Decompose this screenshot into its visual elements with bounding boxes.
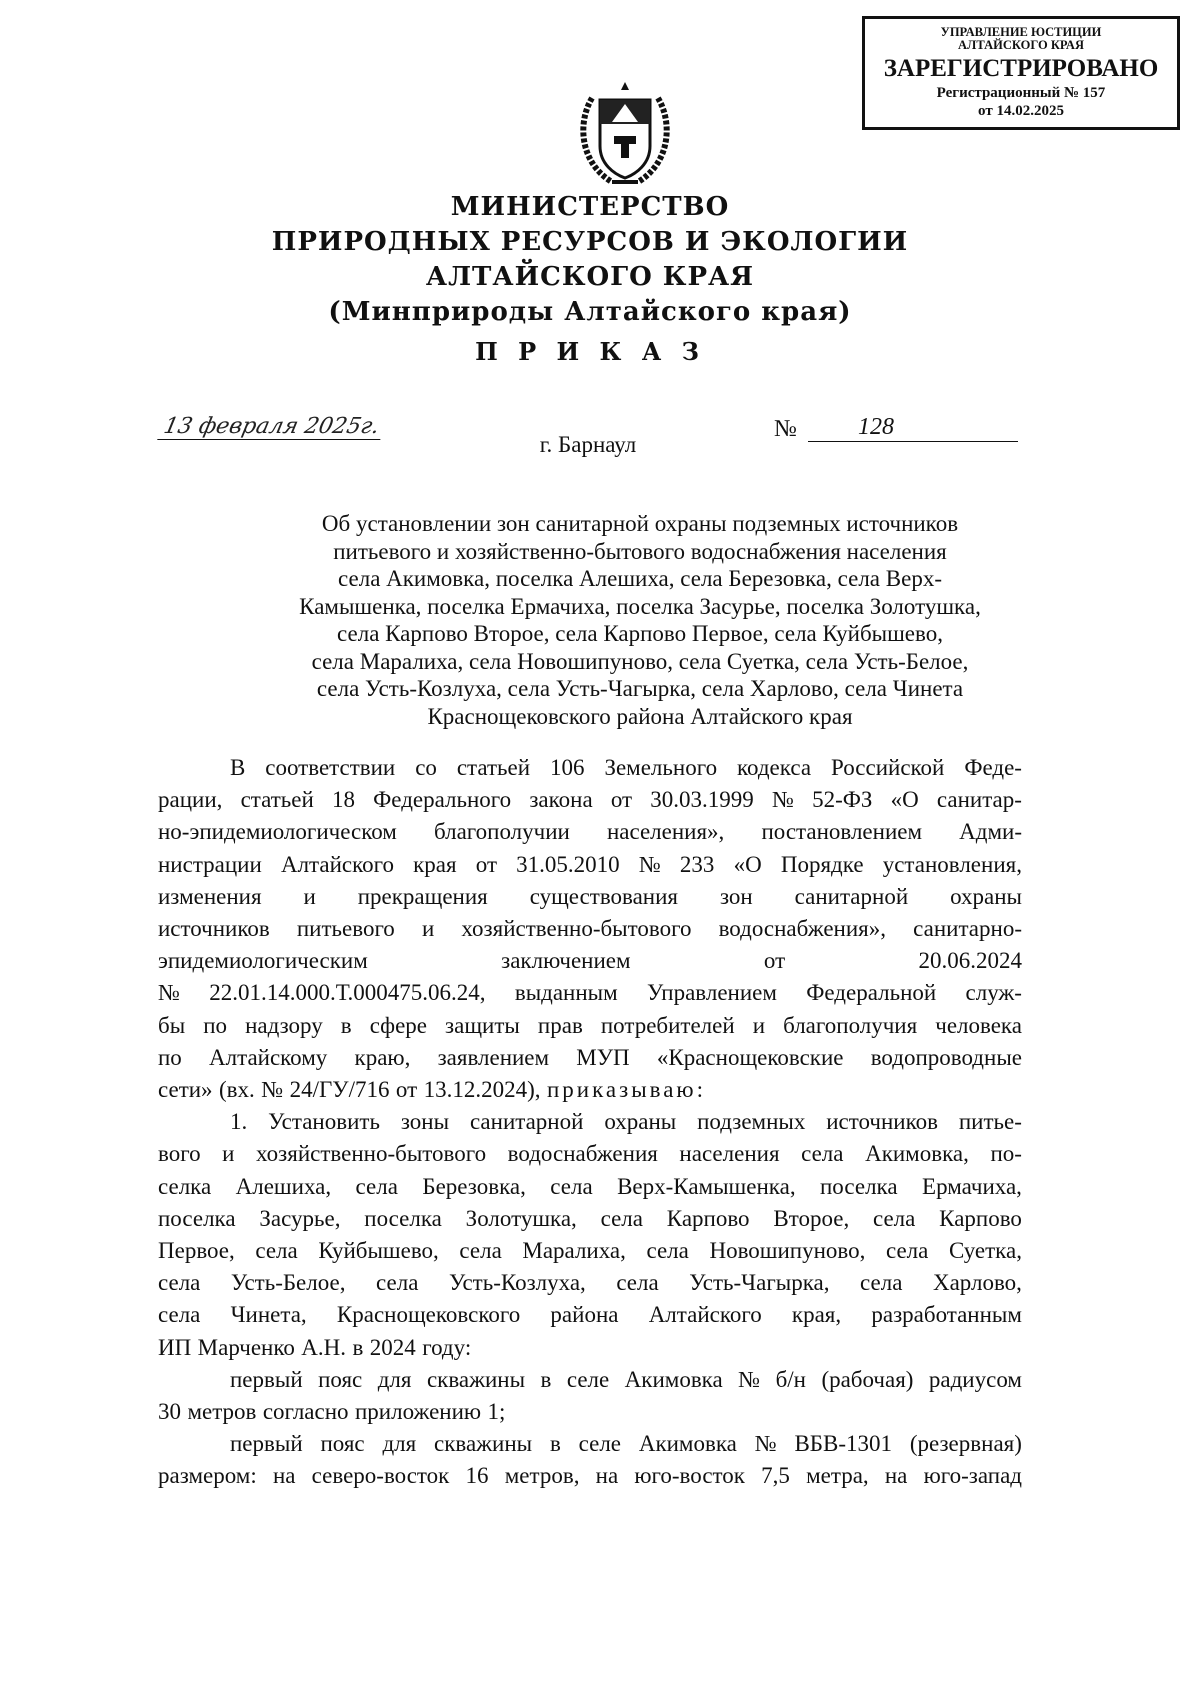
body-line: нистрации Алтайского края от 31.05.2010 № 233 «О Порядке установления, (158, 851, 1022, 877)
subject-line: Краснощековского района Алтайского края (427, 703, 853, 729)
body-line: 1. Установить зоны санитарной охраны подземных источников питье- (230, 1109, 1022, 1135)
body-line: первый пояс для скважины в селе Акимовка № б/н (рабочая) радиусом (230, 1366, 1022, 1392)
body-line: № 22.01.14.000.Т.000475.06.24, выданным Управлением Федеральной служ- (158, 980, 1022, 1006)
body-line: первый пояс для скважины в селе Акимовка № ВБВ-1301 (резервная) (230, 1431, 1022, 1457)
body-line: поселка Засурье, поселка Золотушка, села Карпово Второе, села Карпово (158, 1205, 1022, 1231)
body-line: размером: на северо-восток 16 метров, на юго-восток 7,5 метра, на юго-запад (158, 1463, 1022, 1489)
handwritten-date: 13 февраля 2025г. (157, 414, 385, 440)
subject-line: питьевого и хозяйственно-бытового водоснабжения населения (333, 538, 947, 564)
stamp-reg-number: Регистрационный № 157 (936, 85, 1106, 101)
body-line: 30 метров согласно приложению 1; (158, 1399, 506, 1425)
body-line: сети» (вх. № 24/ГУ/716 от 13.12.2024), приказываю: (158, 1077, 706, 1103)
subject-line: села Маралиха, села Новошипуново, села Суетка, села Усть-Белое, (311, 648, 969, 674)
number-label: № (774, 416, 797, 442)
registration-stamp (862, 16, 1180, 130)
body-line: рации, статьей 18 Федерального закона от 30.03.1999 № 52-ФЗ «О санитар- (158, 787, 1022, 813)
title-line1: МИНИСТЕРСТВО (450, 192, 730, 222)
ministry-title (0, 190, 1180, 330)
body-line: эпидемиологическим заключением от 20.06.2024 (158, 948, 1022, 974)
title-line3: АЛТАЙСКОГО КРАЯ (425, 262, 755, 292)
stamp-org-line1: УПРАВЛЕНИЕ ЮСТИЦИИ (940, 25, 1102, 39)
body-line: источников питьевого и хозяйственно-бытового водоснабжения», санитарно- (158, 916, 1022, 942)
subject-line: села Карпово Второе, села Карпово Первое, села Куйбышево, (337, 621, 943, 646)
body-line: бы по надзору в сфере защиты прав потребителей и благополучия человека (158, 1012, 1022, 1038)
body-line: селка Алешиха, села Березовка, села Верх-Камышенка, поселка Ермачиха, (158, 1173, 1022, 1199)
doc-type: П Р И К А З (475, 337, 705, 366)
title-line2: ПРИРОДНЫХ РЕСУРСОВ И ЭКОЛОГИИ (271, 227, 909, 257)
stamp-reg-date: от 14.02.2025 (978, 103, 1064, 119)
stamp-status: ЗАРЕГИСТРИРОВАНО (883, 55, 1159, 82)
city: г. Барнаул (539, 432, 637, 457)
body-line: вого и хозяйственно-бытового водоснабжения населения села Акимовка, по- (158, 1141, 1022, 1167)
body-line: села Усть-Белое, села Усть-Козлуха, села Усть-Чагырка, села Харлово, (158, 1270, 1022, 1296)
body-line: изменения и прекращения существования зон санитарной охраны (158, 883, 1022, 909)
subject-line: Об установлении зон санитарной охраны подземных источников (321, 511, 959, 536)
body-line: Первое, села Куйбышево, села Маралиха, села Новошипуново, села Суетка, (158, 1238, 1022, 1264)
coat-of-arms-emblem (572, 78, 678, 190)
body-line: села Чинета, Краснощековского района Алтайского края, разработанным (158, 1302, 1022, 1328)
order-body (158, 752, 1022, 1493)
body-line: В соответствии со статьей 106 Земельного кодекса Российской Феде- (230, 755, 1022, 780)
subject-line: Камышенка, поселка Ермачиха, поселка Засурье, поселка Золотушка, (299, 593, 981, 619)
order-subject (200, 510, 1080, 730)
body-line: по Алтайскому краю, заявлением МУП «Краснощековские водопроводные (158, 1044, 1022, 1070)
subject-line: села Акимовка, поселка Алешиха, села Березовка, села Верх- (338, 566, 942, 591)
title-line4: (Минприроды Алтайского края) (328, 297, 852, 327)
handwritten-number: 128 (808, 414, 1018, 442)
body-line: ИП Марченко А.Н. в 2024 году: (158, 1334, 472, 1360)
subject-line: села Усть-Козлуха, села Усть-Чагырка, села Харлово, села Чинета (316, 676, 964, 701)
body-line: но-эпидемиологическом благополучии населения», постановлением Адми- (158, 819, 1022, 845)
stamp-org-line2: АЛТАЙСКОГО КРАЯ (958, 38, 1084, 52)
